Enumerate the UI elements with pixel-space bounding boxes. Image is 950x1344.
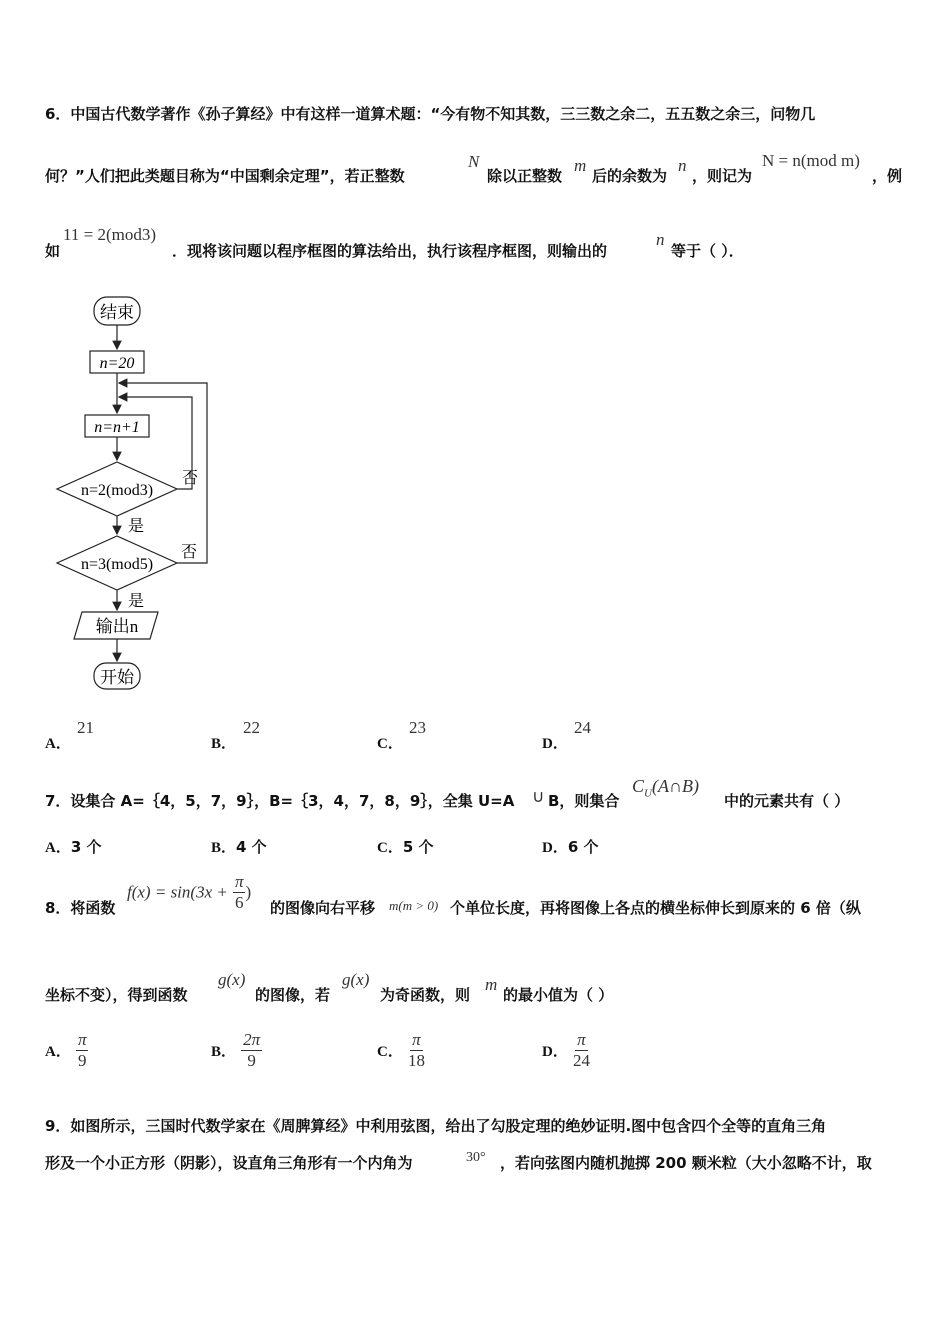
q7-text-c: 中的元素共有（ ） bbox=[724, 792, 850, 810]
option-den: 18 bbox=[407, 1051, 425, 1070]
option-label: B． bbox=[211, 840, 237, 856]
flowchart bbox=[40, 285, 240, 705]
q8-line2-a: 坐标不变），得到函数 bbox=[45, 986, 188, 1004]
option-num: π bbox=[412, 1030, 421, 1049]
flow-cond1-label: n=2(mod3) bbox=[80, 482, 154, 499]
q8-text-a: 8．将函数 bbox=[45, 899, 116, 917]
flow-end-label: 开始 bbox=[100, 668, 134, 687]
option-value: 21 bbox=[77, 718, 94, 737]
q6-line2-b: 除以正整数 bbox=[487, 167, 563, 185]
q7-text-a: 7．设集合 A=｛4，5，7，9｝，B=｛3，4，7，8，9｝，全集 U=A bbox=[45, 792, 515, 810]
q8-line2-b: 的图像，若 bbox=[255, 986, 331, 1004]
q8-option-d[interactable] bbox=[542, 1030, 590, 1071]
flow-cond2-label: n=3(mod5) bbox=[80, 556, 154, 573]
q8-shift: m(m > 0) bbox=[389, 898, 439, 913]
q8-func-den: 6 bbox=[234, 893, 244, 912]
option-label: C． bbox=[377, 736, 403, 752]
option-label: C． bbox=[377, 840, 403, 856]
option-value: 4 个 bbox=[236, 838, 267, 856]
q8-option-a[interactable] bbox=[45, 1030, 88, 1071]
q9-line2-b: ，若向弦图内随机抛掷 200 颗米粒（大小忽略不计，取 bbox=[500, 1154, 872, 1172]
option-label: B． bbox=[211, 1044, 237, 1060]
q9-angle: 30° bbox=[466, 1150, 486, 1165]
q8-func-fraction bbox=[233, 872, 246, 913]
q7-set-rest: (A∩B) bbox=[651, 776, 699, 796]
option-label: A． bbox=[45, 1044, 71, 1060]
q8-function bbox=[127, 872, 251, 913]
q7-option-d[interactable] bbox=[542, 836, 599, 857]
q6-line3-b: ．现将该问题以程序框图的算法给出，执行该程序框图，则输出的 bbox=[172, 242, 608, 260]
q8-g-1: g(x) bbox=[218, 970, 246, 989]
q7-option-c[interactable] bbox=[377, 836, 434, 857]
q8-line2-c: 为奇函数，则 bbox=[380, 986, 471, 1004]
q6-line2-c: 后的余数为 bbox=[592, 167, 668, 185]
q7-set-expr bbox=[632, 776, 699, 800]
flow-init-label: n=20 bbox=[99, 355, 135, 372]
q6-var-m: m bbox=[574, 156, 587, 175]
option-label: D． bbox=[542, 840, 568, 856]
option-value: 3 个 bbox=[70, 838, 102, 856]
q9-line2-a: 形及一个小正方形（阴影），设直角三角形有一个内角为 bbox=[45, 1154, 413, 1172]
q6-line2-e: ，例 bbox=[872, 167, 903, 185]
option-fraction bbox=[76, 1030, 89, 1071]
option-label: C． bbox=[377, 1044, 403, 1060]
q8-var-m: m bbox=[485, 975, 498, 994]
q7-set-c: C bbox=[632, 776, 645, 796]
q7-set-sub: U bbox=[644, 787, 652, 800]
option-label: A． bbox=[45, 736, 71, 752]
option-label: A． bbox=[45, 840, 71, 856]
q7-union-symbol: ∪ bbox=[532, 787, 545, 806]
flow-no2-label: 否 bbox=[181, 544, 198, 561]
option-value: 5 个 bbox=[402, 838, 434, 856]
q8-func-right: ) bbox=[245, 882, 252, 902]
flow-start-label: 结束 bbox=[100, 303, 134, 322]
q6-example: 11 = 2(mod3) bbox=[63, 225, 157, 244]
q8-func-left: f(x) = sin(3x + bbox=[127, 882, 228, 902]
q6-line2-a: 何？”人们把此类题目称为“中国剩余定理”，若正整数 bbox=[45, 167, 405, 185]
q9-line1: 9．如图所示，三国时代数学家在《周脾算经》中利用弦图，给出了勾股定理的绝妙证明.图中包含四个全等的直角三角 bbox=[45, 1117, 827, 1135]
q7-option-b[interactable] bbox=[211, 836, 267, 857]
q8-g-2: g(x) bbox=[342, 970, 370, 989]
q8-text-c: 个单位长度，再将图像上各点的横坐标伸长到原来的 6 倍（纵 bbox=[450, 899, 861, 917]
q8-text-b: 的图像向右平移 bbox=[270, 899, 376, 917]
option-fraction bbox=[573, 1030, 590, 1071]
option-value: 22 bbox=[243, 718, 260, 737]
q6-var-n: n bbox=[678, 156, 687, 175]
q6-line2-d: ，则记为 bbox=[692, 167, 753, 185]
q6-var-n-2: n bbox=[656, 230, 665, 249]
q6-line3-a: 如 bbox=[45, 242, 61, 260]
option-den: 9 bbox=[77, 1051, 87, 1070]
option-den: 9 bbox=[247, 1051, 256, 1070]
option-value: 23 bbox=[409, 718, 426, 737]
q8-option-b[interactable] bbox=[211, 1030, 262, 1071]
q8-option-c[interactable] bbox=[377, 1030, 425, 1071]
q6-var-N: N bbox=[468, 152, 480, 171]
option-value: 6 个 bbox=[567, 838, 599, 856]
option-label: D． bbox=[542, 1044, 568, 1060]
q6-line1: 6．中国古代数学著作《孙子算经》中有这样一道算术题：“今有物不知其数，三三数之余二，五五数之余三，问物几 bbox=[45, 105, 816, 123]
option-num: π bbox=[77, 1030, 87, 1049]
option-fraction bbox=[408, 1030, 425, 1071]
flow-yes2-label: 是 bbox=[128, 593, 145, 610]
option-label: B． bbox=[211, 736, 237, 752]
option-den: 24 bbox=[572, 1051, 590, 1070]
q7-option-a[interactable] bbox=[45, 836, 102, 857]
flow-no1-label: 否 bbox=[182, 470, 199, 487]
q8-func-num: π bbox=[234, 872, 244, 891]
flow-output-label: 输出n bbox=[95, 617, 139, 636]
q6-line3-c: 等于（ ）． bbox=[671, 242, 744, 260]
flow-step-label: n=n+1 bbox=[94, 419, 140, 436]
q7-text-b: B，则集合 bbox=[548, 792, 620, 810]
q6-notation: N = n(mod m) bbox=[762, 151, 860, 170]
q8-line2-d: 的最小值为（ ） bbox=[503, 986, 614, 1004]
option-num: 2π bbox=[243, 1030, 261, 1049]
option-num: π bbox=[577, 1030, 586, 1049]
option-value: 24 bbox=[574, 718, 591, 737]
option-label: D． bbox=[542, 736, 568, 752]
option-fraction bbox=[241, 1030, 262, 1071]
flow-yes1-label: 是 bbox=[128, 518, 145, 535]
